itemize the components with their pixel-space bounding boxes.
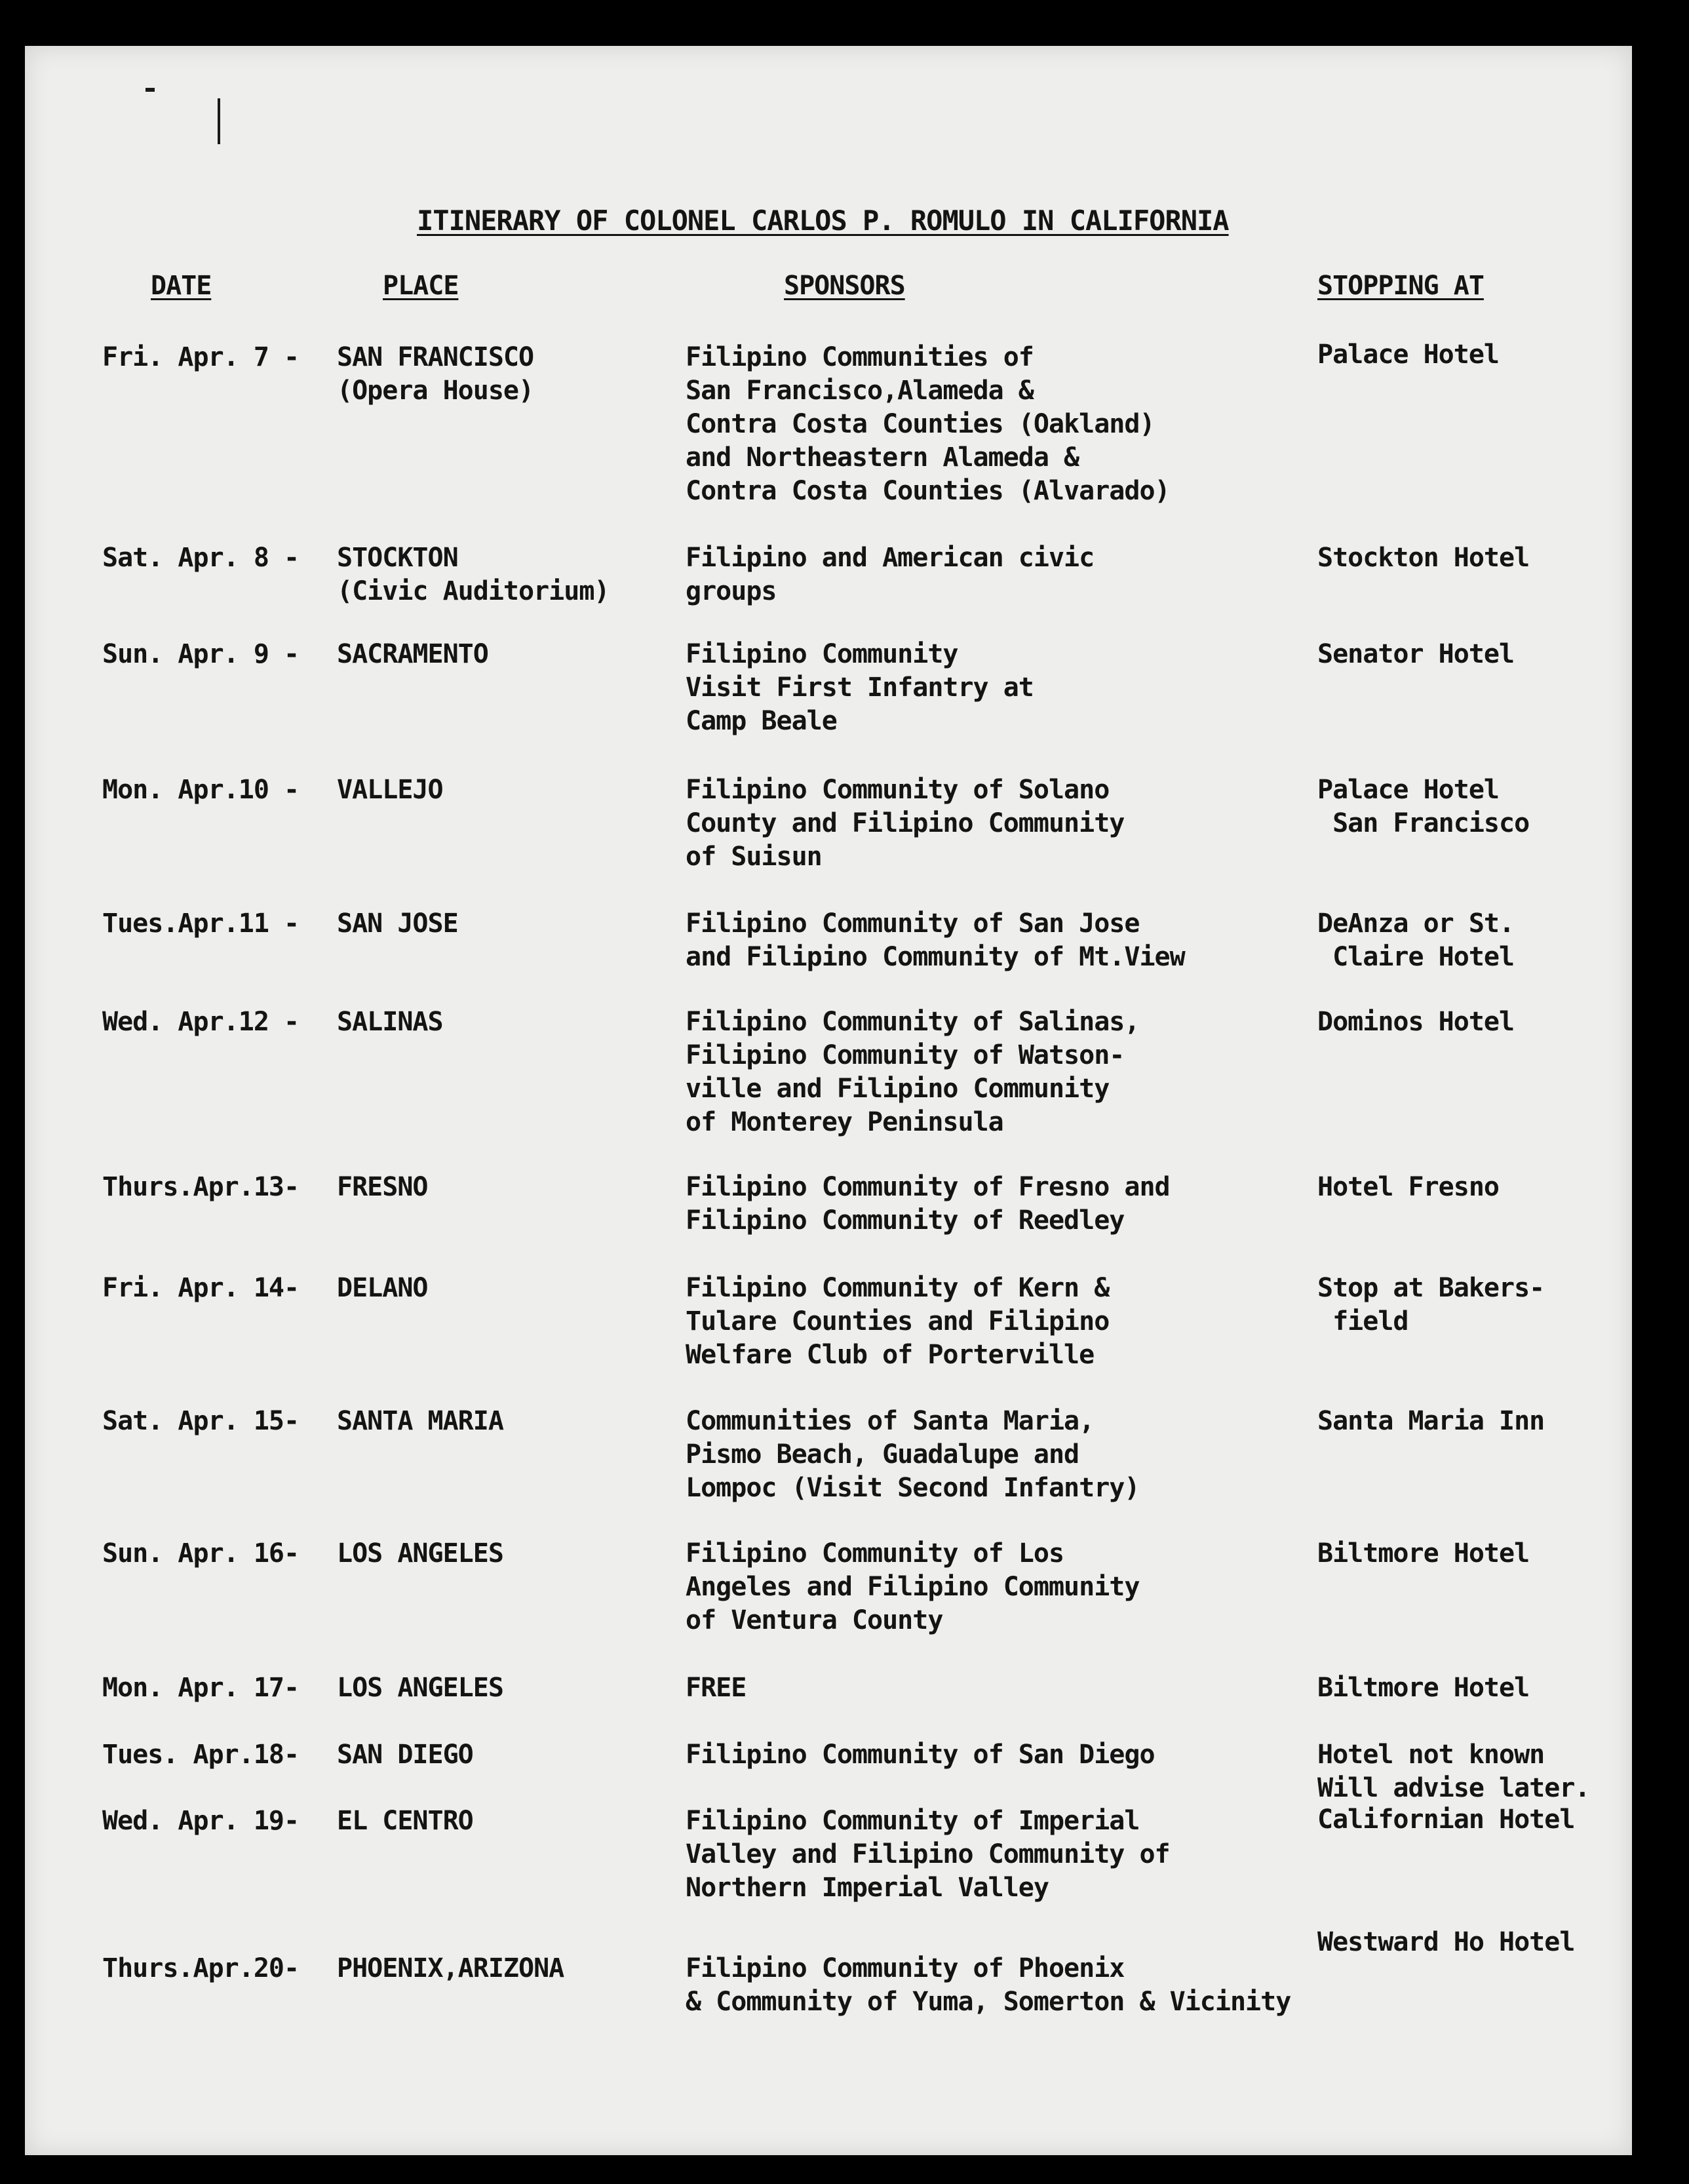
row-date: Fri. Apr. 7 - <box>102 342 300 372</box>
row-stopping-at-line: Stop at Bakers- <box>1317 1273 1545 1303</box>
row-stopping-at <box>1317 1405 1544 1438</box>
row-stopping-at-line: Claire Hotel <box>1317 942 1515 972</box>
row-sponsors-line: Filipino Community of Los <box>686 1538 1064 1569</box>
row-stopping-at-line: Californian Hotel <box>1317 1804 1575 1835</box>
row-sponsors-line: groups <box>686 576 777 606</box>
row-sponsors <box>686 1804 1170 1905</box>
row-stopping-at <box>1317 638 1514 671</box>
row-place <box>337 773 443 807</box>
row-stopping-at-line: DeAnza or St. <box>1317 908 1515 939</box>
row-stopping-at <box>1317 773 1529 840</box>
row-stopping-at <box>1317 1671 1529 1705</box>
row-stopping-at-line: Hotel Fresno <box>1317 1172 1499 1202</box>
row-stopping-at <box>1317 1171 1499 1204</box>
row-sponsors-line: Camp Beale <box>686 706 837 736</box>
row-sponsors-line: FREE <box>686 1673 747 1703</box>
row-date: Tues. Apr.18- <box>102 1740 300 1770</box>
row-stopping-at <box>1317 1272 1544 1338</box>
row-sponsors <box>686 541 1094 608</box>
header-place: PLACE <box>383 271 459 301</box>
row-sponsors-line: San Francisco,Alameda & <box>686 376 1034 406</box>
row-sponsors-line: Tulare Counties and Filipino <box>686 1306 1110 1336</box>
row-sponsors-line: Filipino Communities of <box>686 342 1034 372</box>
row-place <box>337 1405 503 1438</box>
row-date: Thurs.Apr.13- <box>102 1172 300 1202</box>
row-stopping-at <box>1317 1738 1589 1805</box>
row-sponsors-line: Visit First Infantry at <box>686 673 1034 703</box>
row-date: Mon. Apr. 17- <box>102 1673 300 1703</box>
row-sponsors-line: Valley and Filipino Community of <box>686 1839 1170 1869</box>
row-place-line: SAN DIEGO <box>337 1740 473 1770</box>
page-title: ITINERARY OF COLONEL CARLOS P. ROMULO IN CALIFORNIA <box>417 205 1229 237</box>
row-place <box>337 1537 503 1570</box>
row-sponsors-line: Contra Costa Counties (Oakland) <box>686 409 1155 439</box>
row-stopping-at <box>1317 541 1529 575</box>
row-stopping-at-line: San Francisco <box>1317 808 1530 838</box>
row-sponsors-line: Pismo Beach, Guadalupe and <box>686 1439 1079 1470</box>
row-date: Sat. Apr. 15- <box>102 1406 300 1436</box>
row-stopping-at <box>1317 1803 1574 1837</box>
row-sponsors <box>686 1952 1291 2019</box>
row-sponsors <box>686 638 1034 738</box>
row-stopping-at-line: Hotel not known <box>1317 1740 1545 1770</box>
row-date: Thurs.Apr.20- <box>102 1953 300 1983</box>
row-stopping-at <box>1317 1005 1514 1039</box>
row-stopping-at-line: Dominos Hotel <box>1317 1007 1515 1037</box>
row-stopping-at-line: Palace Hotel <box>1317 775 1499 805</box>
row-sponsors-line: Filipino Community of San Diego <box>686 1740 1155 1770</box>
row-sponsors <box>686 1738 1155 1772</box>
row-place <box>337 1804 473 1838</box>
row-sponsors <box>686 1272 1109 1372</box>
row-sponsors-line: Communities of Santa Maria, <box>686 1406 1095 1436</box>
row-sponsors-line: and Filipino Community of Mt.View <box>686 942 1185 972</box>
row-date: Sun. Apr. 16- <box>102 1538 300 1569</box>
row-sponsors <box>686 907 1185 974</box>
row-sponsors <box>686 773 1124 874</box>
row-stopping-at-line: Biltmore Hotel <box>1317 1538 1530 1569</box>
row-date: Mon. Apr.10 - <box>102 775 300 805</box>
header-stopping-at: STOPPING AT <box>1317 271 1484 301</box>
row-sponsors-line: Filipino Community of Kern & <box>686 1273 1110 1303</box>
row-sponsors-line: Filipino Community of Solano <box>686 775 1110 805</box>
row-place-line: SALINAS <box>337 1007 443 1037</box>
row-sponsors-line: Filipino Community of San Jose <box>686 908 1140 939</box>
row-place-line: LOS ANGELES <box>337 1673 503 1703</box>
row-place <box>337 541 609 608</box>
row-place-line: FRESNO <box>337 1172 428 1202</box>
row-sponsors-line: of Ventura County <box>686 1605 943 1635</box>
row-sponsors-line: of Suisun <box>686 842 822 872</box>
row-place-line: PHOENIX,ARIZONA <box>337 1953 564 1983</box>
row-stopping-at-line: Senator Hotel <box>1317 639 1515 669</box>
row-sponsors <box>686 1671 746 1705</box>
row-sponsors-line: of Monterey Peninsula <box>686 1107 1003 1137</box>
row-sponsors <box>686 1005 1139 1139</box>
row-place <box>337 1005 443 1039</box>
row-sponsors-line: Filipino Community of Salinas, <box>686 1007 1140 1037</box>
row-place <box>337 1952 564 1985</box>
row-sponsors-line: Filipino Community of Reedley <box>686 1205 1125 1236</box>
row-stopping-at <box>1317 338 1499 372</box>
row-date: Fri. Apr. 14- <box>102 1273 300 1303</box>
row-stopping-at-line: Santa Maria Inn <box>1317 1406 1545 1436</box>
margin-vertical-mark <box>218 98 220 144</box>
row-sponsors-line: Northern Imperial Valley <box>686 1873 1049 1903</box>
row-sponsors-line: Filipino Community of Watson- <box>686 1040 1125 1070</box>
row-place <box>337 638 488 671</box>
row-sponsors-line: Filipino Community of Imperial <box>686 1806 1140 1836</box>
row-sponsors-line: Filipino Community of Phoenix <box>686 1953 1125 1983</box>
row-sponsors <box>686 1405 1139 1505</box>
row-stopping-at-line: Stockton Hotel <box>1317 543 1530 573</box>
row-place <box>337 1171 428 1204</box>
row-date: Sun. Apr. 9 - <box>102 639 300 669</box>
row-stopping-at-line: Palace Hotel <box>1317 340 1499 370</box>
row-sponsors-line: Lompoc (Visit Second Infantry) <box>686 1473 1140 1503</box>
row-sponsors-line: Filipino and American civic <box>686 543 1095 573</box>
row-place-line: LOS ANGELES <box>337 1538 503 1569</box>
row-sponsors <box>686 341 1170 508</box>
row-stopping-at <box>1317 1926 1574 1959</box>
row-sponsors-line: Contra Costa Counties (Alvarado) <box>686 476 1170 506</box>
row-stopping-at <box>1317 1537 1529 1570</box>
row-place <box>337 1272 428 1305</box>
row-place-line: (Civic Auditorium) <box>337 576 610 606</box>
row-place <box>337 1671 503 1705</box>
header-sponsors: SPONSORS <box>784 271 905 301</box>
row-place-line: VALLEJO <box>337 775 443 805</box>
row-sponsors <box>686 1537 1139 1637</box>
row-place-line: DELANO <box>337 1273 428 1303</box>
row-sponsors-line: County and Filipino Community <box>686 808 1125 838</box>
row-stopping-at-line: Biltmore Hotel <box>1317 1673 1530 1703</box>
row-place-line: STOCKTON <box>337 543 458 573</box>
header-date: DATE <box>151 271 212 301</box>
row-stopping-at <box>1317 907 1514 974</box>
row-place <box>337 907 458 941</box>
row-place-line: SANTA MARIA <box>337 1406 503 1436</box>
row-place-line: SAN JOSE <box>337 908 458 939</box>
row-date: Tues.Apr.11 - <box>102 908 300 939</box>
row-date: Sat. Apr. 8 - <box>102 543 300 573</box>
row-sponsors-line: Filipino Community <box>686 639 958 669</box>
row-sponsors-line: and Northeastern Alameda & <box>686 442 1079 473</box>
row-place <box>337 1738 473 1772</box>
row-date: Wed. Apr. 19- <box>102 1806 300 1836</box>
row-sponsors-line: Angeles and Filipino Community <box>686 1572 1140 1602</box>
row-place <box>337 341 534 408</box>
row-stopping-at-line: Will advise later. <box>1317 1773 1590 1803</box>
row-sponsors-line: ville and Filipino Community <box>686 1074 1110 1104</box>
row-stopping-at-line: Westward Ho Hotel <box>1317 1927 1575 1957</box>
margin-tick-mark <box>146 88 155 92</box>
row-place-line: (Opera House) <box>337 376 534 406</box>
row-place-line: EL CENTRO <box>337 1806 473 1836</box>
row-sponsors-line: & Community of Yuma, Somerton & Vicinity <box>686 1987 1291 2017</box>
row-place-line: SAN FRANCISCO <box>337 342 534 372</box>
row-sponsors-line: Filipino Community of Fresno and <box>686 1172 1170 1202</box>
row-place-line: SACRAMENTO <box>337 639 488 669</box>
row-stopping-at-line: field <box>1317 1306 1408 1336</box>
row-date: Wed. Apr.12 - <box>102 1007 300 1037</box>
row-sponsors-line: Welfare Club of Porterville <box>686 1340 1095 1370</box>
row-sponsors <box>686 1171 1170 1238</box>
